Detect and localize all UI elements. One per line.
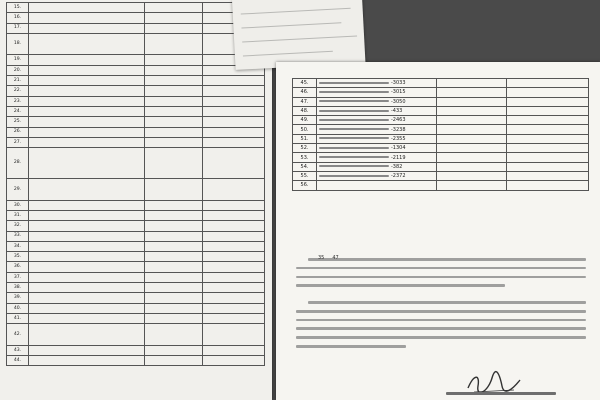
cell-sn: 16.	[7, 13, 29, 23]
cell-place	[203, 313, 265, 323]
cell-rank	[145, 210, 203, 220]
cell-sn: 39.	[7, 293, 29, 303]
cell-place	[203, 241, 265, 251]
cell-sn: 33.	[7, 231, 29, 241]
illegible-text	[319, 175, 389, 177]
cell-sn: 52.	[293, 144, 317, 153]
cell-sn: 41.	[7, 313, 29, 323]
transfer-table-right	[292, 78, 589, 191]
illegible-text	[319, 147, 389, 149]
cell-name	[29, 96, 145, 106]
cell-place	[203, 303, 265, 313]
table-row	[7, 200, 265, 210]
cell-name	[317, 79, 437, 88]
table-row	[7, 262, 265, 272]
cell-rank	[437, 116, 507, 125]
cell-sn: 27.	[7, 137, 29, 147]
cell-name	[29, 345, 145, 355]
table-row	[7, 127, 265, 137]
cell-place	[507, 181, 589, 190]
cell-rank	[145, 23, 203, 33]
cell-rank	[145, 356, 203, 366]
code-number: -2355	[391, 135, 406, 142]
cell-rank	[145, 148, 203, 179]
illegible-text	[319, 119, 389, 121]
cell-rank	[145, 76, 203, 86]
cell-name	[29, 3, 145, 13]
cell-sn: 54.	[293, 162, 317, 171]
table-row	[7, 13, 265, 23]
code-number: -2119	[391, 154, 406, 161]
cell-rank	[145, 179, 203, 201]
cell-sn: 25.	[7, 117, 29, 127]
table-row	[293, 97, 589, 106]
cell-sn: 42.	[7, 324, 29, 346]
table-row	[293, 116, 589, 125]
cell-rank	[145, 252, 203, 262]
number-a: 35	[318, 255, 325, 261]
table-row	[7, 241, 265, 251]
table-row	[7, 221, 265, 231]
table-row	[293, 134, 589, 143]
cell-rank	[145, 293, 203, 303]
cell-place	[203, 345, 265, 355]
cell-place	[203, 356, 265, 366]
cell-place	[203, 283, 265, 293]
cell-name	[29, 179, 145, 201]
table-row	[7, 356, 265, 366]
cell-rank	[437, 125, 507, 134]
cell-name	[29, 252, 145, 262]
cell-name	[29, 117, 145, 127]
code-number: -2463	[391, 117, 406, 124]
cell-rank	[437, 181, 507, 190]
cell-name	[29, 127, 145, 137]
table-row	[293, 153, 589, 162]
illegible-text	[319, 110, 389, 112]
cell-place	[203, 96, 265, 106]
table-row	[7, 106, 265, 116]
table-row	[293, 79, 589, 88]
table-row	[7, 65, 265, 75]
cell-rank	[437, 97, 507, 106]
paragraph-numbers	[318, 255, 339, 261]
cell-name	[29, 293, 145, 303]
illegible-text	[319, 156, 389, 158]
cell-sn: 55.	[293, 171, 317, 180]
cell-sn: 37.	[7, 272, 29, 282]
cell-sn: 21.	[7, 76, 29, 86]
cell-name	[29, 86, 145, 96]
cell-place	[203, 324, 265, 346]
cell-rank	[437, 79, 507, 88]
cell-place	[203, 127, 265, 137]
table-row	[7, 313, 265, 323]
cell-rank	[437, 171, 507, 180]
cell-name	[29, 324, 145, 346]
table-row	[7, 231, 265, 241]
cell-place	[203, 106, 265, 116]
table-row	[7, 324, 265, 346]
cell-place	[203, 252, 265, 262]
cell-name	[317, 106, 437, 115]
illegible-text	[319, 137, 389, 139]
table-row	[7, 148, 265, 179]
cell-place	[203, 117, 265, 127]
cell-rank	[145, 241, 203, 251]
illegible-text	[319, 91, 389, 93]
signature-block	[426, 392, 576, 400]
cell-name	[29, 241, 145, 251]
cell-sn: 26.	[7, 127, 29, 137]
cell-rank	[145, 117, 203, 127]
cell-place	[203, 272, 265, 282]
cell-name	[29, 76, 145, 86]
cell-rank	[437, 134, 507, 143]
table-row	[293, 171, 589, 180]
table-row	[293, 106, 589, 115]
cell-place	[203, 293, 265, 303]
table-row	[293, 162, 589, 171]
cell-place	[203, 221, 265, 231]
code-number: -1304	[391, 145, 406, 152]
cell-name	[317, 125, 437, 134]
cell-sn: 32.	[7, 221, 29, 231]
cell-rank	[145, 221, 203, 231]
cell-sn: 20.	[7, 65, 29, 75]
cell-place	[203, 262, 265, 272]
table-row	[293, 144, 589, 153]
cell-name	[317, 181, 437, 190]
cell-name	[29, 283, 145, 293]
cell-name	[29, 148, 145, 179]
table-row	[7, 283, 265, 293]
table-row	[7, 55, 265, 65]
code-number: -382	[391, 163, 403, 170]
overlapping-paper	[232, 0, 365, 70]
code-number: -3033	[391, 80, 406, 87]
table-row	[7, 137, 265, 147]
cell-rank	[145, 55, 203, 65]
cell-name	[29, 210, 145, 220]
cell-name	[29, 23, 145, 33]
cell-sn: 36.	[7, 262, 29, 272]
cell-sn: 44.	[7, 356, 29, 366]
table-row	[7, 272, 265, 282]
cell-place	[507, 106, 589, 115]
cell-name	[317, 153, 437, 162]
cell-rank	[437, 162, 507, 171]
cell-place	[507, 79, 589, 88]
cell-place	[507, 134, 589, 143]
cell-name	[317, 88, 437, 97]
cell-sn: 47.	[293, 97, 317, 106]
cell-name	[29, 313, 145, 323]
cell-sn: 38.	[7, 283, 29, 293]
cell-sn: 17.	[7, 23, 29, 33]
cell-place	[203, 210, 265, 220]
illegible-text	[319, 82, 389, 84]
cell-rank	[145, 96, 203, 106]
cell-sn: 49.	[293, 116, 317, 125]
cell-rank	[145, 33, 203, 55]
cell-place	[203, 231, 265, 241]
cell-rank	[145, 86, 203, 96]
cell-rank	[437, 106, 507, 115]
cell-rank	[145, 65, 203, 75]
code-number: -2372	[391, 173, 406, 180]
cell-name	[29, 221, 145, 231]
cell-rank	[145, 137, 203, 147]
cell-name	[317, 144, 437, 153]
cell-sn: 24.	[7, 106, 29, 116]
cell-place	[203, 148, 265, 179]
cell-rank	[145, 283, 203, 293]
cell-rank	[145, 262, 203, 272]
cell-sn: 51.	[293, 134, 317, 143]
cell-sn: 53.	[293, 153, 317, 162]
cell-sn: 29.	[7, 179, 29, 201]
illegible-text	[319, 128, 389, 130]
cell-sn: 48.	[293, 106, 317, 115]
cell-rank	[145, 324, 203, 346]
illegible-text	[319, 100, 389, 102]
cell-place	[507, 97, 589, 106]
cell-rank	[145, 272, 203, 282]
cell-sn: 45.	[293, 79, 317, 88]
number-b: 47	[332, 255, 339, 261]
cell-sn: 50.	[293, 125, 317, 134]
cell-sn: 40.	[7, 303, 29, 313]
transfer-table-left	[6, 2, 265, 366]
cell-name	[317, 116, 437, 125]
cell-place	[507, 162, 589, 171]
cell-rank	[145, 345, 203, 355]
cell-name	[29, 13, 145, 23]
cell-place	[507, 116, 589, 125]
cell-sn: 43.	[7, 345, 29, 355]
table-row	[7, 179, 265, 201]
illegible-text	[319, 165, 389, 167]
code-number: -433	[391, 108, 403, 115]
cell-sn: 18.	[7, 33, 29, 55]
table-row	[7, 117, 265, 127]
table-row	[7, 76, 265, 86]
cell-sn: 23.	[7, 96, 29, 106]
cell-name	[317, 162, 437, 171]
code-number: -3050	[391, 98, 406, 105]
table-row	[293, 125, 589, 134]
cell-name	[317, 97, 437, 106]
cell-rank	[437, 144, 507, 153]
cell-sn: 35.	[7, 252, 29, 262]
cell-sn: 15.	[7, 3, 29, 13]
cell-name	[29, 55, 145, 65]
table-row	[7, 3, 265, 13]
cell-sn: 56.	[293, 181, 317, 190]
cell-name	[29, 356, 145, 366]
cell-rank	[145, 106, 203, 116]
cell-rank	[437, 153, 507, 162]
cell-rank	[145, 3, 203, 13]
table-row	[293, 181, 589, 190]
cell-name	[29, 231, 145, 241]
cell-place	[203, 76, 265, 86]
body-text	[296, 255, 586, 354]
cell-name	[29, 33, 145, 55]
cell-sn: 31.	[7, 210, 29, 220]
cell-place	[203, 179, 265, 201]
cell-sn: 30.	[7, 200, 29, 210]
cell-name	[317, 134, 437, 143]
cell-place	[203, 137, 265, 147]
cell-place	[507, 153, 589, 162]
cell-name	[29, 303, 145, 313]
cell-rank	[145, 127, 203, 137]
cell-rank	[145, 303, 203, 313]
table-row	[7, 96, 265, 106]
cell-name	[29, 65, 145, 75]
left-page	[0, 0, 272, 400]
cell-rank	[145, 13, 203, 23]
cell-sn: 22.	[7, 86, 29, 96]
cell-rank	[145, 200, 203, 210]
cell-place	[203, 86, 265, 96]
cell-name	[29, 200, 145, 210]
table-row	[7, 23, 265, 33]
cell-sn: 28.	[7, 148, 29, 179]
cell-place	[507, 125, 589, 134]
code-number: -3015	[391, 89, 406, 96]
cell-name	[29, 262, 145, 272]
cell-place	[507, 171, 589, 180]
table-row	[7, 33, 265, 55]
cell-place	[507, 144, 589, 153]
cell-place	[507, 88, 589, 97]
table-row	[7, 252, 265, 262]
cell-name	[317, 171, 437, 180]
cell-place	[203, 200, 265, 210]
cell-name	[29, 137, 145, 147]
table-row	[7, 210, 265, 220]
table-row	[7, 303, 265, 313]
table-row	[7, 345, 265, 355]
cell-name	[29, 272, 145, 282]
cell-rank	[145, 313, 203, 323]
table-row	[7, 86, 265, 96]
code-number: -3238	[391, 126, 406, 133]
table-row	[293, 88, 589, 97]
table-row	[7, 293, 265, 303]
cell-rank	[437, 88, 507, 97]
right-page	[276, 62, 600, 400]
cell-sn: 46.	[293, 88, 317, 97]
cell-name	[29, 106, 145, 116]
cell-sn: 34.	[7, 241, 29, 251]
cell-rank	[145, 231, 203, 241]
cell-sn: 19.	[7, 55, 29, 65]
